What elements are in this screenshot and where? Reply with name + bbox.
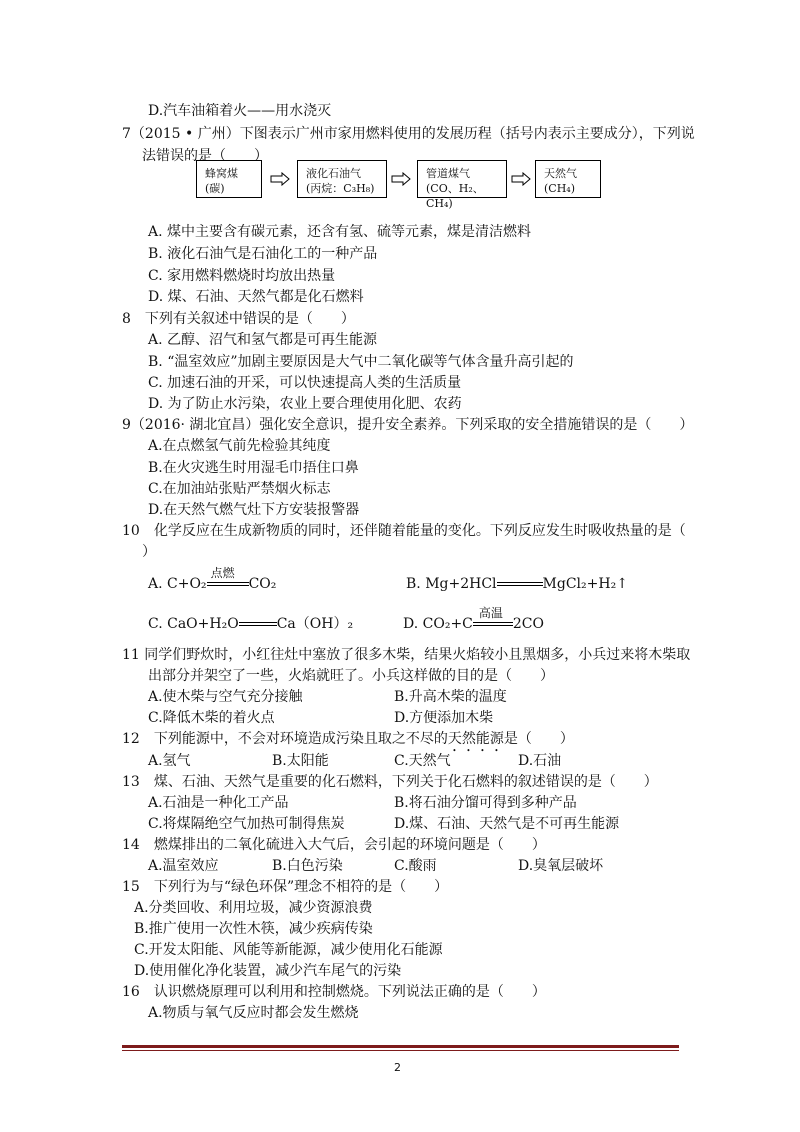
q13-option-b: B.将石油分馏可得到多种产品 xyxy=(394,795,577,811)
flow-box-title: 液化石油气 xyxy=(306,167,361,180)
q6-option-d: D.汽车油箱着火——用水浇灭 xyxy=(148,103,332,119)
option-label: D. xyxy=(403,616,423,632)
q9-option-a: A.在点燃氢气前先检验其纯度 xyxy=(148,438,331,454)
q15-option-b: B.推广使用一次性木筷，减少疾病传染 xyxy=(134,921,373,937)
q11-option-c: C.降低木柴的着火点 xyxy=(148,710,275,726)
equation-products: 2CO xyxy=(512,616,544,632)
reaction-condition: 高温 xyxy=(478,606,503,620)
equation-products: MgCl₂+H₂↑ xyxy=(542,576,628,592)
q14-stem: 14 燃煤排出的二氧化硫进入大气后，会引起的环境问题是（ ） xyxy=(122,837,546,853)
q9-stem: 9（2016· 湖北宜昌）强化安全意识，提升安全素养。下列采取的安全措施错误的是（ ） xyxy=(122,417,694,433)
page-number: 2 xyxy=(394,1061,401,1074)
flow-arrow-icon xyxy=(270,172,290,186)
q8-option-c: C. 加速石油的开采，可以快速提高人类的生活质量 xyxy=(148,375,462,391)
equation-reactants: CaO+H₂O xyxy=(167,616,239,632)
q11-stem-cont: 出部分并架空了一些，火焰就旺了。小兵这样做的目的是（ ） xyxy=(148,668,554,684)
q7-option-b: B. 液化石油气是石油化工的一种产品 xyxy=(148,246,378,262)
q16-option-a: A.物质与氧气反应时都会发生燃烧 xyxy=(148,1005,359,1021)
q10-option-b xyxy=(406,574,628,594)
equation-reactants: C+O₂ xyxy=(167,576,207,592)
option-label: C. xyxy=(148,616,168,632)
q13-option-a: A.石油是一种化工产品 xyxy=(148,795,289,811)
flow-box-lpg xyxy=(297,160,387,198)
q8-option-b: B. “温室效应”加剧主要原因是大气中二氧化碳等气体含量升高引起的 xyxy=(148,354,574,370)
q12-option-b: B.太阳能 xyxy=(272,753,329,769)
q13-option-c: C.将煤隔绝空气加热可制得焦炭 xyxy=(148,816,345,832)
q9-option-d: D.在天然气燃气灶下方安装报警器 xyxy=(148,502,360,518)
flow-box-composition: (碳) xyxy=(205,182,225,195)
q7-option-c: C. 家用燃料燃烧时均放出热量 xyxy=(148,268,336,284)
flow-box-honeycomb-coal xyxy=(196,160,262,198)
flow-box-pipeline-gas xyxy=(417,160,507,210)
equation-reactants: CO₂+C xyxy=(422,616,473,632)
q12-option-c: C.天然气 xyxy=(394,753,451,769)
q8-option-a: A. 乙醇、沼气和氢气都是可再生能源 xyxy=(148,332,378,348)
q11-option-b: B.升高木柴的温度 xyxy=(394,689,507,705)
q12-option-d: D.石油 xyxy=(518,753,562,769)
q7-stem: 7（2015 • 广州）下图表示广州市家用燃料使用的发展历程（括号内表示主要成分），下列说 xyxy=(122,126,695,142)
equation-products: Ca（OH）₂ xyxy=(276,616,354,632)
flow-arrow-icon xyxy=(391,172,411,186)
q8-stem: 8 下列有关叙述中错误的是（ ） xyxy=(122,311,355,327)
flow-box-natural-gas xyxy=(535,160,601,198)
q15-option-c: C.开发太阳能、风能等新能源，减少使用化石能源 xyxy=(134,942,443,958)
flow-box-title: 天然气 xyxy=(544,167,577,180)
flow-box-composition: (CO、H₂、CH₄) xyxy=(426,182,484,210)
flow-box-composition: (丙烷：C₃H₈) xyxy=(306,182,375,195)
q7-stem-cont: 法错误的是（ ） xyxy=(142,148,268,164)
q11-option-d: D.方便添加木柴 xyxy=(394,710,494,726)
q15-option-a: A.分类回收、利用垃圾，减少资源浪费 xyxy=(134,900,373,916)
q13-option-d: D.煤、石油、天然气是不可再生能源 xyxy=(394,816,620,832)
option-label: A. xyxy=(148,576,168,592)
equation-products: CO₂ xyxy=(248,576,277,592)
option-label: B. xyxy=(406,576,426,592)
q10-stem: 10 化学反应在生成新物质的同时，还伴随着能量的变化。下列反应发生时吸收热量的是（ xyxy=(122,523,686,539)
footer-rule-thin xyxy=(122,1050,679,1051)
flow-box-title: 管道煤气 xyxy=(426,167,470,180)
q14-option-b: B.白色污染 xyxy=(272,858,343,874)
q10-stem-cont: ） xyxy=(142,544,156,560)
equation-arrow xyxy=(497,577,543,591)
q11-stem: 11 同学们野炊时，小红往灶中塞放了很多木柴，结果火焰较小且黑烟多，小兵过来将木柴取 xyxy=(122,647,691,663)
q15-stem: 15 下列行为与“绿色环保”理念不相符的是（ ） xyxy=(122,879,449,895)
q10-option-c xyxy=(148,614,353,634)
q8-option-d: D. 为了防止水污染，农业上要合理使用化肥、农药 xyxy=(148,396,462,412)
q9-option-b: B.在火灾逃生时用湿毛巾捂住口鼻 xyxy=(148,460,359,476)
equation-arrow xyxy=(239,617,277,631)
q10-option-d xyxy=(403,606,544,634)
q14-option-d: D.臭氧层破坏 xyxy=(518,858,604,874)
footer-rule xyxy=(122,1045,679,1048)
reaction-condition: 点燃 xyxy=(210,566,235,580)
q12-stem-tail: 是（ ） xyxy=(503,731,574,747)
q14-option-a: A.温室效应 xyxy=(148,858,219,874)
q11-option-a: A.使木柴与空气充分接触 xyxy=(148,689,303,705)
q7-option-a: A. 煤中主要含有碳元素，还含有氢、硫等元素，煤是清洁燃料 xyxy=(148,224,532,240)
equation-reactants: Mg+2HCl xyxy=(425,576,497,592)
q10-option-a xyxy=(148,566,277,594)
q12-stem-text: 12 下列能源中，不会对环境造成污染且取之不尽的 xyxy=(122,731,448,747)
q12-emphasis: 天然能源 xyxy=(447,731,504,747)
flow-box-composition: (CH₄) xyxy=(544,182,576,195)
q16-stem: 16 认识燃烧原理可以利用和控制燃烧。下列说法正确的是（ ） xyxy=(122,984,546,1000)
q15-option-d: D.使用催化净化装置，减少汽车尾气的污染 xyxy=(134,963,402,979)
equation-arrow xyxy=(473,606,513,631)
flow-box-title: 蜂窝煤 xyxy=(205,167,238,180)
q13-stem: 13 煤、石油、天然气是重要的化石燃料，下列关于化石燃料的叙述错误的是（ ） xyxy=(122,774,658,790)
q9-option-c: C.在加油站张贴严禁烟火标志 xyxy=(148,481,331,497)
flow-arrow-icon xyxy=(511,172,531,186)
q14-option-c: C.酸雨 xyxy=(394,858,437,874)
q12-option-a: A.氢气 xyxy=(148,753,191,769)
q7-option-d: D. 煤、石油、天然气都是化石燃料 xyxy=(148,289,364,305)
equation-arrow xyxy=(207,566,249,591)
